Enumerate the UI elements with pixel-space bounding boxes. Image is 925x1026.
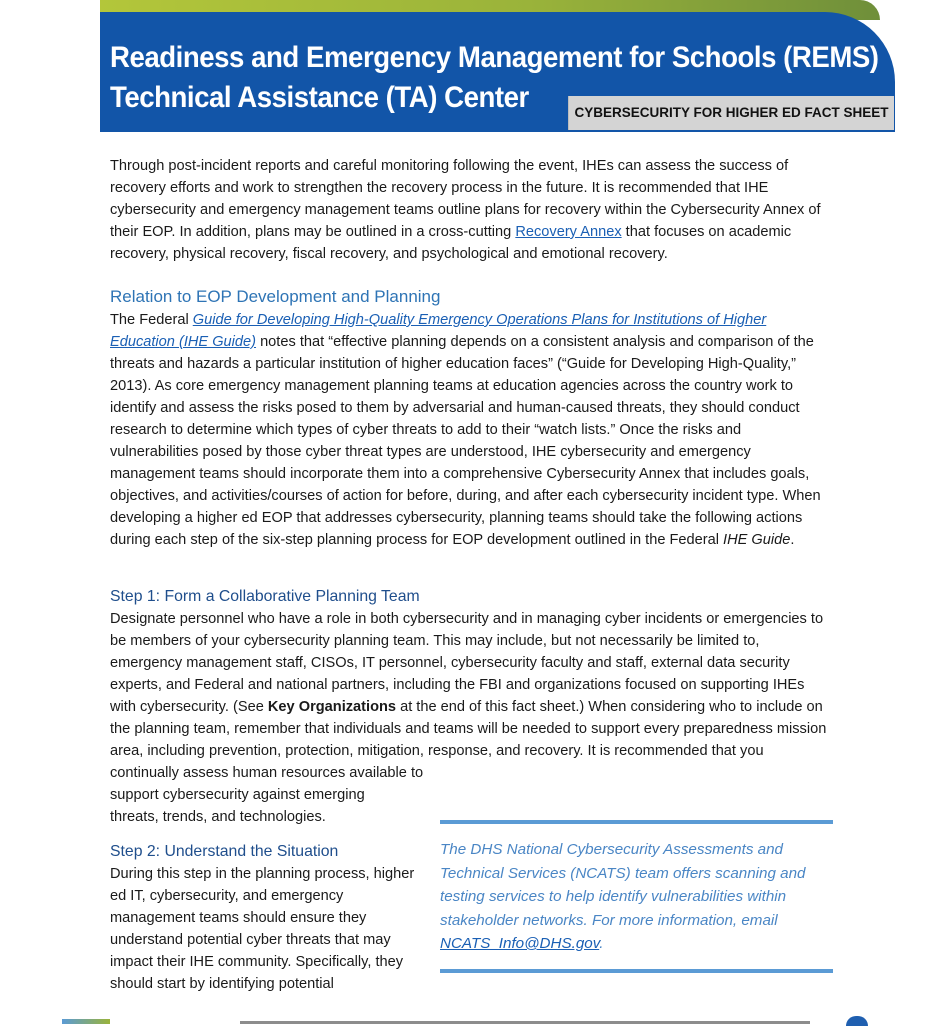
title-line-2: Technical Assistance (TA) Center: [110, 81, 529, 114]
ihe-guide-link[interactable]: Guide for Developing High-Quality Emergency Operations Plans for Institutions of Higher Education (IHE Guide): [110, 312, 767, 350]
title-line-1: Readiness and Emergency Management for Schools (REMS): [110, 41, 879, 74]
callout-bottom-rule: [440, 969, 833, 973]
fact-sheet-tag: CYBERSECURITY FOR HIGHER ED FACT SHEET: [568, 96, 894, 130]
step2-heading: Step 2: Understand the Situation: [110, 843, 339, 860]
key-organizations-ref: Key Organizations: [267, 699, 397, 715]
ncats-email-link[interactable]: NCATS_Info@DHS.gov: [440, 935, 600, 952]
step1-heading: Step 1: Form a Collaborative Planning Team: [110, 588, 420, 605]
step1-paragraph: Designate personnel who have a role in both cybersecurity and in managing cyber incidents or emergencies to be members of your cybersecurity planning team. This may include, but not necessarily be limited to, emergency management staff, CISOs, IT personnel, cybersecurity faculty and staff, external data security experts, and Federal and national partners, including the FBI and organizations focused on supporting IHEs with cybersecurity. (See Key Organizations at the end of this fact sheet.) When considering who to include on the planning team, remember that individuals and teams will be needed to support every preparedness mission area, including prevention, protection, mitigation, response, and recovery. It is recommended that you continually assess human resources available to support cybersecurity against emerging threats, trends, and technologies.: [110, 611, 827, 825]
footer-accent: [62, 1019, 110, 1024]
callout-top-rule: [440, 820, 833, 824]
ncats-callout: The DHS National Cybersecurity Assessments and Technical Services (NCATS) team offers scanning and testing services to help identify vulnerabilities within stakeholder networks. For more information, email NCATS_Info@DHS.gov.: [440, 841, 806, 952]
section-title-relation: Relation to EOP Development and Planning: [110, 287, 441, 306]
step2-paragraph: During this step in the planning process, higher ed IT, cybersecurity, and emergency management teams should ensure they understand potential cyber threats that may impact their IHE community. Specifically, they should start by identifying potential: [110, 866, 415, 992]
relation-paragraph: The Federal Guide for Developing High-Quality Emergency Operations Plans for Institutions of Higher Education (IHE Guide) notes that “effective planning depends on a consistent analysis and comparison of the threats and hazards a particular institution of higher education faces” (“Guide for Developing High-Quality,” 2013). As core emergency management planning teams at education agencies across the country work to identify and assess the risks posed to them by adversarial and human-caused threats, they should conduct research to determine which types of cyber threats to add to their “watch lists.” Once the risks and vulnerabilities posed by those cyber threat types are understood, IHE cybersecurity and emergency management teams should incorporate them into a comprehensive Cybersecurity Annex that includes goals, objectives, and activities/courses of action for before, during, and after each cybersecurity incident type. When developing a higher ed EOP that addresses cybersecurity, planning teams should take the following actions during each step of the six-step planning process for EOP development outlined in the Federal IHE Guide.: [110, 312, 821, 548]
intro-paragraph: Through post-incident reports and careful monitoring following the event, IHEs can assess the success of recovery efforts and work to strengthen the recovery process in the future. It is recommended that IHE cybersecurity and emergency management teams outline plans for recovery within the Cybersecurity Annex of their EOP. In addition, plans may be outlined in a cross-cutting Recovery Annex that focuses on academic recovery, physical recovery, fiscal recovery, and psychological and emotional recovery.: [110, 158, 821, 262]
footer-logo-mark: [846, 1016, 868, 1026]
recovery-annex-link[interactable]: Recovery Annex: [515, 224, 622, 240]
